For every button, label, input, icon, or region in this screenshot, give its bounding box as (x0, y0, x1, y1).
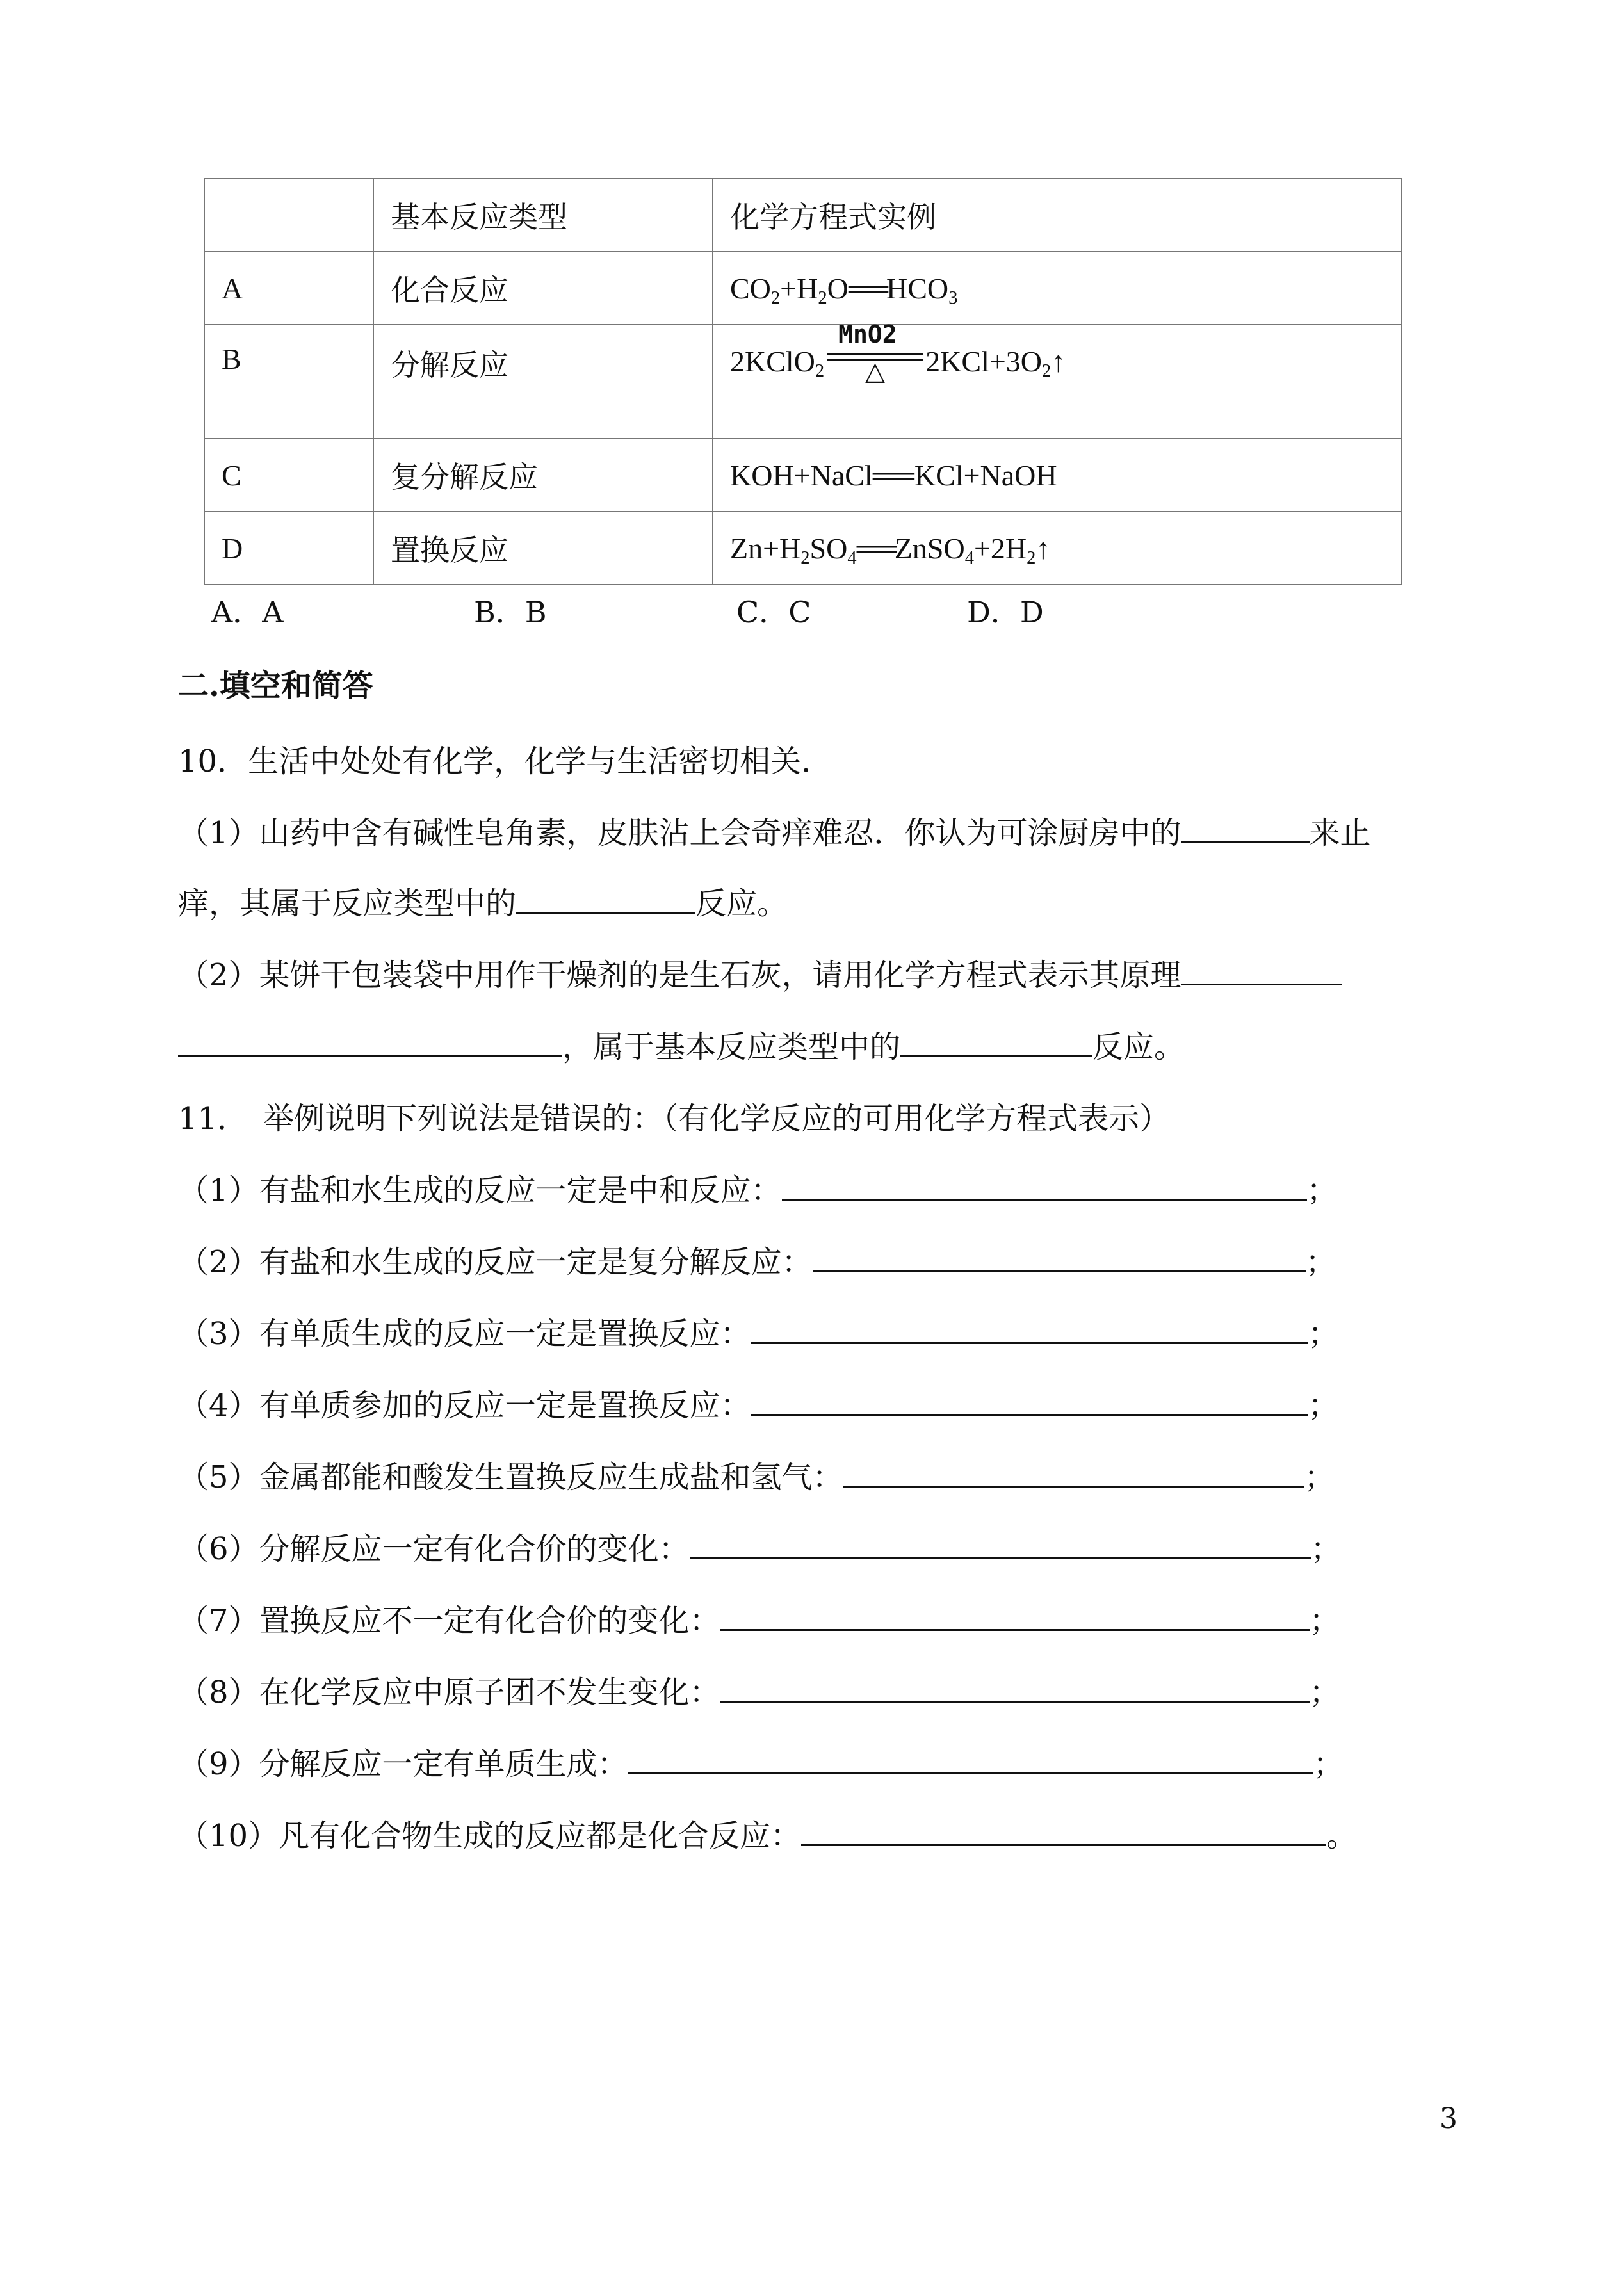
answer-blank[interactable] (178, 1026, 562, 1057)
row-type: 置换反应 (373, 512, 713, 585)
option-d[interactable]: D．D (967, 595, 1044, 629)
table-header-row (204, 179, 1402, 252)
prompt-text: ，属于基本反应类型中的 (562, 1029, 901, 1065)
row-letter: D (204, 512, 373, 585)
answer-blank[interactable] (900, 1026, 1092, 1057)
row-letter: B (204, 325, 373, 439)
row-letter: C (204, 439, 373, 512)
question-11-item (178, 1739, 1344, 1783)
prompt-text: （4）有单质参加的反应一定是置换反应： (178, 1388, 751, 1423)
prompt-text: （1）山药中含有碱性皂角素，皮肤沾上会奇痒难忍．你认为可涂厨房中的 (178, 815, 1181, 851)
answer-blank[interactable] (801, 1815, 1326, 1846)
prompt-text: 反应。 (1092, 1029, 1185, 1065)
item-end: 。 (1326, 1818, 1358, 1854)
item-end: ； (1306, 1172, 1338, 1208)
table-header-cell: 基本反应类型 (373, 179, 713, 252)
answer-blank[interactable] (720, 1600, 1310, 1631)
question-11-item (178, 1524, 1342, 1568)
row-equation: 2KClO$_2$ MnO2 △ $2KCl+3O_2↑$ (713, 325, 1402, 439)
table-row (204, 325, 1402, 439)
prompt-text: （5）金属都能和酸发生置换反应生成盐和氢气： (178, 1459, 843, 1495)
row-equation: $CO_2+H_2O══HCO_3$ (713, 252, 1402, 325)
option-a[interactable]: A．A (211, 595, 284, 629)
prompt-text: （10）凡有化合物生成的反应都是化合反应： (178, 1818, 802, 1854)
answer-blank[interactable] (1181, 812, 1310, 843)
question-11-item (178, 1237, 1336, 1281)
prompt-text: （1）有盐和水生成的反应一定是中和反应： (178, 1172, 782, 1208)
question-11-stem: 11． 举例说明下列说法是错误的：（有化学反应的可用化学方程式表示） (178, 1101, 1171, 1137)
row-equation: KOH+NaCl══KCl+NaOH (713, 439, 1402, 512)
prompt-text: （8）在化学反应中原子团不发生变化： (178, 1675, 720, 1710)
option-b[interactable]: B．B (474, 595, 547, 629)
question-11-item (178, 1811, 1357, 1855)
item-end: ； (1305, 1244, 1336, 1280)
table-row (204, 439, 1402, 512)
row-letter: A (204, 252, 373, 325)
prompt-text: （9）分解反应一定有单质生成： (178, 1746, 628, 1782)
answer-blank[interactable] (628, 1743, 1313, 1774)
table-row (204, 512, 1402, 585)
question-10-part-1 (178, 808, 1371, 852)
prompt-text: 反应。 (695, 886, 788, 921)
row-type: 复分解反应 (373, 439, 713, 512)
prompt-text: （7）置换反应不一定有化合价的变化： (178, 1603, 720, 1639)
answer-blank[interactable] (782, 1169, 1307, 1201)
item-end: ； (1309, 1603, 1340, 1639)
reaction-type-table (204, 178, 1402, 585)
page-number: 3 (1440, 2102, 1458, 2135)
question-11-item (178, 1596, 1340, 1640)
section-title: 二.填空和简答 (178, 668, 373, 704)
question-10-part-2 (178, 950, 1342, 994)
prompt-text: （3）有单质生成的反应一定是置换反应： (178, 1316, 751, 1352)
option-c[interactable]: C．C (736, 595, 811, 629)
table-header-cell: 化学方程式实例 (713, 179, 1402, 252)
answer-blank[interactable] (1181, 954, 1342, 985)
heat-symbol: △ (865, 357, 885, 385)
prompt-text: 来止 (1309, 815, 1371, 851)
item-end: ； (1310, 1531, 1342, 1567)
table-header-cell (204, 179, 373, 252)
question-11-item (178, 1309, 1339, 1353)
row-type: 化合反应 (373, 252, 713, 325)
answer-blank[interactable] (813, 1241, 1306, 1272)
question-11-item (178, 1165, 1338, 1210)
question-11-item (178, 1452, 1335, 1496)
question-10-stem: 10．生活中处处有化学，化学与生活密切相关． (178, 743, 832, 779)
row-equation: $Zn+H_2SO_4══ZnSO_4+2H_2↑$ (713, 512, 1402, 585)
answer-blank[interactable] (843, 1456, 1304, 1488)
question-10-part-2-cont (178, 1022, 1185, 1066)
prompt-text: （2）有盐和水生成的反应一定是复分解反应： (178, 1244, 813, 1280)
answer-blank[interactable] (516, 882, 695, 914)
question-10-part-1-cont (178, 879, 788, 923)
question-11-item (178, 1381, 1339, 1425)
reaction-condition (827, 320, 923, 385)
item-end: ； (1313, 1746, 1344, 1782)
question-11-item (178, 1667, 1340, 1712)
catalyst-label: MnO2 (838, 320, 897, 348)
answer-blank[interactable] (751, 1384, 1308, 1416)
item-end: ； (1308, 1316, 1339, 1352)
answer-blank[interactable] (720, 1671, 1310, 1703)
row-type: 分解反应 (373, 325, 713, 439)
prompt-text: （6）分解反应一定有化合价的变化： (178, 1531, 690, 1567)
item-end: ； (1304, 1459, 1335, 1495)
answer-blank[interactable] (690, 1528, 1311, 1559)
prompt-text: 痒，其属于反应类型中的 (178, 886, 517, 921)
item-end: ； (1309, 1675, 1340, 1710)
answer-blank[interactable] (751, 1313, 1308, 1344)
table-row (204, 252, 1402, 325)
prompt-text: （2）某饼干包装袋中用作干燥剂的是生石灰，请用化学方程式表示其原理 (178, 957, 1181, 993)
item-end: ； (1308, 1388, 1339, 1423)
